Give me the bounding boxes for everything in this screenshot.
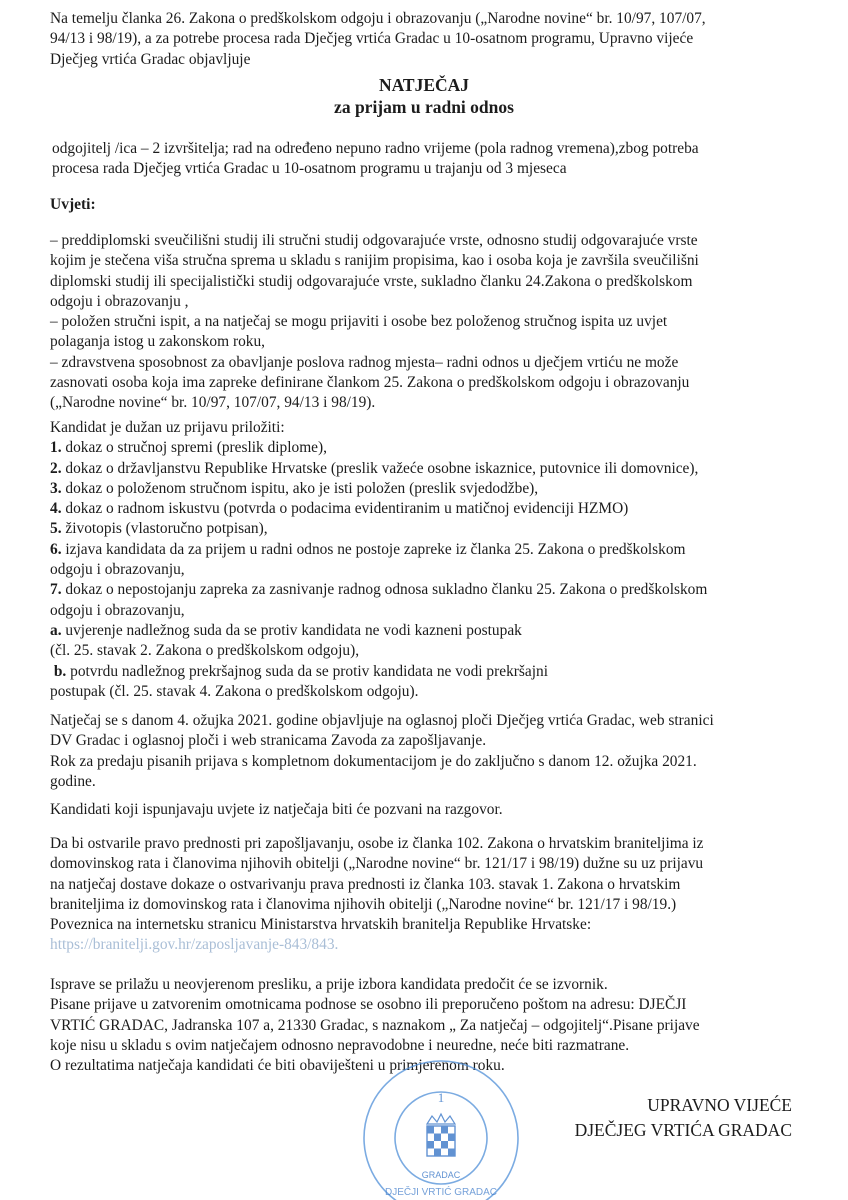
list-item: 5. životopis (vlastoručno potpisan), xyxy=(50,520,268,538)
list-item: a. uvjerenje nadležnog suda da se protiv kandidata ne vodi kazneni postupak xyxy=(50,621,522,639)
stamp-institution: DJEČJI VRTIĆ GRADAC xyxy=(384,1187,498,1198)
intro-paragraph: Na temelju članka 26. Zakona o predškolskom odgoju i obrazovanju („Narodne novine“ br. 10/97, 107/07, 94/13 i 98/19), a za potrebe procesa rada Dječjeg vrtića Gradac u 10-osatnom programu, Upravno vijeće Dječjeg vrtića Gradac objavljuje xyxy=(50,10,706,68)
conditions-heading: Uvjeti: xyxy=(50,196,96,213)
document-title: NATJEČAJ xyxy=(378,75,470,95)
list-item: 6. izjava kandidata da za prijem u radni odnos ne postoje zapreke iz članka 25. Zakona o predškolskom xyxy=(50,540,686,558)
official-seal-stamp xyxy=(356,1050,526,1200)
signature-block: UPRAVNO VIJEĆE DJEČJEG VRTIĆA GRADAC xyxy=(574,1095,792,1140)
list-item: 7. dokaz o nepostojanju zapreka za zasnivanje radnog odnosa sukladno članku 25. Zakona o predškolskom xyxy=(50,581,708,599)
publication-paragraph: Natječaj se s danom 4. ožujka 2021. godine objavljuje na oglasnoj ploči Dječjeg vrtića Gradac, web stranici DV Gradac i oglasnoj ploči i web stranicama Zavoda za zapošljavanje. Rok za predaju pisanih prijava s kompletnom dokumentacijom je do zaključno s danom 12. ožujka 2021. godine. xyxy=(50,712,714,790)
document-subtitle: za prijam u radni odnos xyxy=(334,97,514,117)
list-item: 4. dokaz o radnom iskustvu (potvrda o podacima evidentiranim u matičnoj evidenciji HZMO) xyxy=(50,500,629,518)
documents-list: Kandidat je dužan uz prijavu priložiti: 1. dokaz o stručnoj spremi (preslik diplome), 2. dokaz o državljanstvu Republike Hrvatske (preslik važeće osobne iskaznice, putovnice ili domovnice), 3. dokaz o položenom stručnom ispitu, ako je isti položen (preslik svjedodžbe), 4. dokaz o radnom iskustvu (potvrda o podacima evidentiranim u matičnoj evidenciji HZMO) 5. životopis (vlastoručno potpisan), 6. izjava kandidata da za prijem u radni odnos ne postoje zapreke iz članka 25. Zakona o predškolskom odgoju i obrazovanju, 7. dokaz o nepostojanju zapreka za zasnivanje radnog odnosa sukladno članku 25. Zakona o predškolskom odgoju i obrazovanju, a. uvjerenje nadležnog suda da se protiv kandidata ne vodi kazneni postupak (čl. 25. stavak 2. Zakona o predškolskom odgoju), b. potvrdu nadležnog prekršajnog suda da se protiv kandidata ne vodi prekršajni postupak (čl. 25. stavak 4. Zakona o predškolskom odgoju). xyxy=(50,419,708,700)
list-item: 3. dokaz o položenom stručnom ispitu, ako je isti položen (preslik svjedodžbe), xyxy=(50,479,539,497)
position-description: odgojitelj /ica – 2 izvršitelja; rad na određeno nepuno radno vrijeme (pola radnog vremena),zbog potreba procesa rada Dječjeg vrtića Gradac u 10-osatnom programu u trajanju od 3 mjeseca xyxy=(52,140,699,178)
stamp-number: 1 xyxy=(437,1090,445,1105)
submission-paragraph: Isprave se prilažu u neovjerenom presliku, a prije izbora kandidata predočit će se izvornik. Pisane prijave u zatvorenim omotnicama podnose se osobno ili preporučeno poštom na adresu: DJEČJI VRTIĆ GRADAC, Jadranska 107 a, 21330 Gradac, s naznakom „ Za natječaj – odgojitelj“.Pisane prijave koje nisu u skladu s ovim natječajem odnosno nepravodobne i neuredne, neće biti razmatrane. O rezultatima natječaja kandidati će biti obaviješteni u primjerenom roku. xyxy=(50,976,700,1075)
list-item: 2. dokaz o državljanstvu Republike Hrvatske (preslik važeće osobne iskaznice, putovnice ili domovnice), xyxy=(50,459,699,477)
list-item: 1. dokaz o stručnoj spremi (preslik diplome), xyxy=(50,439,327,457)
conditions-list: – preddiplomski sveučilišni studij ili stručni studij odgovarajuće vrste, odnosno studij odgovarajuće vrste kojim je stečena viša stručna sprema u skladu s ranijim propisima, kao i osoba koja je završila sveučilišni diplomski studij ili specijalistički studij odgovarajuće vrste, sukladno članku 24.Zakona o predškolskom odgoju i obrazovanju , – položen stručni ispit, a na natječaj se mogu prijaviti i osobe bez položenog stručnog ispita uz uvjet polaganja istog u zakonskom roku, – zdravstvena sposobnost za obavljanje poslova radnog mjesta– radni odnos u dječjem vrtiću ne može zasnovati osoba koja ima zapreke definirane člankom 25. Zakona o predškolskom odgoju i obrazovanju („Narodne novine“ br. 10/97, 107/07, 94/13 i 98/19). xyxy=(50,232,699,412)
stamp-city: GRADAC xyxy=(421,1170,461,1180)
interview-paragraph: Kandidati koji ispunjavaju uvjete iz natječaja biti će pozvani na razgovor. xyxy=(50,801,503,818)
veterans-paragraph: Da bi ostvarile pravo prednosti pri zapošljavanju, osobe iz članka 102. Zakona o hrvatskim braniteljima iz domovinskog rata i članovima njihovih obitelji („Narodne novine“ br. 121/17 i 98/19) dužne su uz prijavu na natječaj dostave dokaze o ostvarivanju prava prednosti iz članka 103. stavak 1. Zakona o hrvatskim braniteljima iz domovinskog rata i članovima njihovih obitelji („Narodne novine“ br. 121/17 i 98/19.) Poveznica na internetsku stranicu Ministarstva hrvatskih branitelja Republike Hrvatske: https://branitelji.gov.hr/zaposljavanje-843/843. xyxy=(50,834,704,956)
ministry-link[interactable]: https://branitelji.gov.hr/zaposljavanje-843/843. xyxy=(50,936,339,954)
list-item: b. potvrdu nadležnog prekršajnog suda da se protiv kandidata ne vodi prekršajni xyxy=(53,662,548,680)
croatian-coat-of-arms-icon xyxy=(427,1114,455,1156)
